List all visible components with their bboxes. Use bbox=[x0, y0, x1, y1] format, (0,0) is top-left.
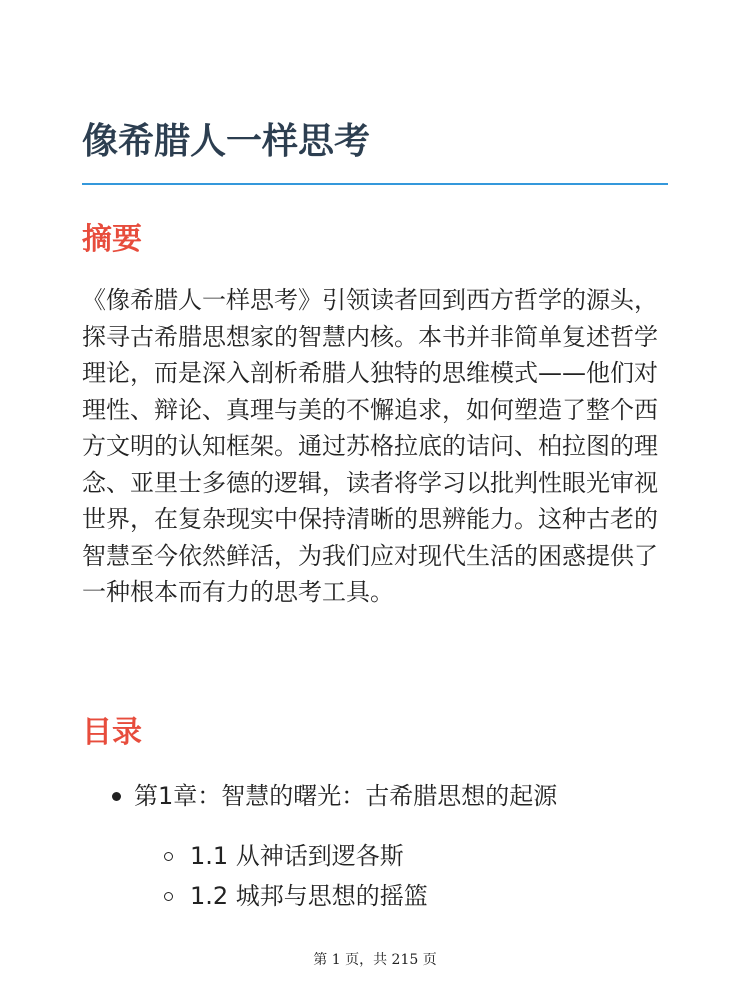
toc-section-list bbox=[134, 836, 668, 916]
summary-paragraph: 《像希腊人一样思考》引领读者回到西方哲学的源头，探寻古希腊思想家的智慧内核。本书并非简单复述哲学理论，而是深入剖析希腊人独特的思维模式——他们对理性、辩论、真理与美的不懈追求，如何塑造了整个西方文明的认知框架。通过苏格拉底的诘问、柏拉图的理念、亚里士多德的逻辑，读者将学习以批判性眼光审视世界，在复杂现实中保持清晰的思辨能力。这种古老的智慧至今依然鲜活，为我们应对现代生活的困惑提供了一种根本而有力的思考工具。 bbox=[82, 286, 658, 606]
toc-section-label: 1.2 城邦与思想的摇篮 bbox=[190, 882, 428, 910]
toc-heading: 目录 bbox=[82, 715, 142, 750]
bullet-circle-icon bbox=[164, 892, 173, 901]
title-divider bbox=[82, 183, 668, 185]
document-title: 像希腊人一样思考 bbox=[82, 121, 371, 162]
toc-chapter-1 bbox=[82, 778, 668, 916]
bullet-circle-icon bbox=[164, 852, 173, 861]
toc-chapter-label: 第1章：智慧的曙光：古希腊思想的起源 bbox=[134, 782, 558, 810]
toc-section-1-2 bbox=[82, 876, 668, 916]
toc-section-label: 1.1 从神话到逻各斯 bbox=[190, 842, 404, 870]
toc-list bbox=[82, 778, 668, 916]
toc-section-1-1 bbox=[82, 836, 668, 876]
page-number-footer: 第 1 页，共 215 页 bbox=[313, 952, 437, 968]
summary-heading: 摘要 bbox=[82, 222, 142, 257]
bullet-disc-icon bbox=[112, 792, 121, 801]
